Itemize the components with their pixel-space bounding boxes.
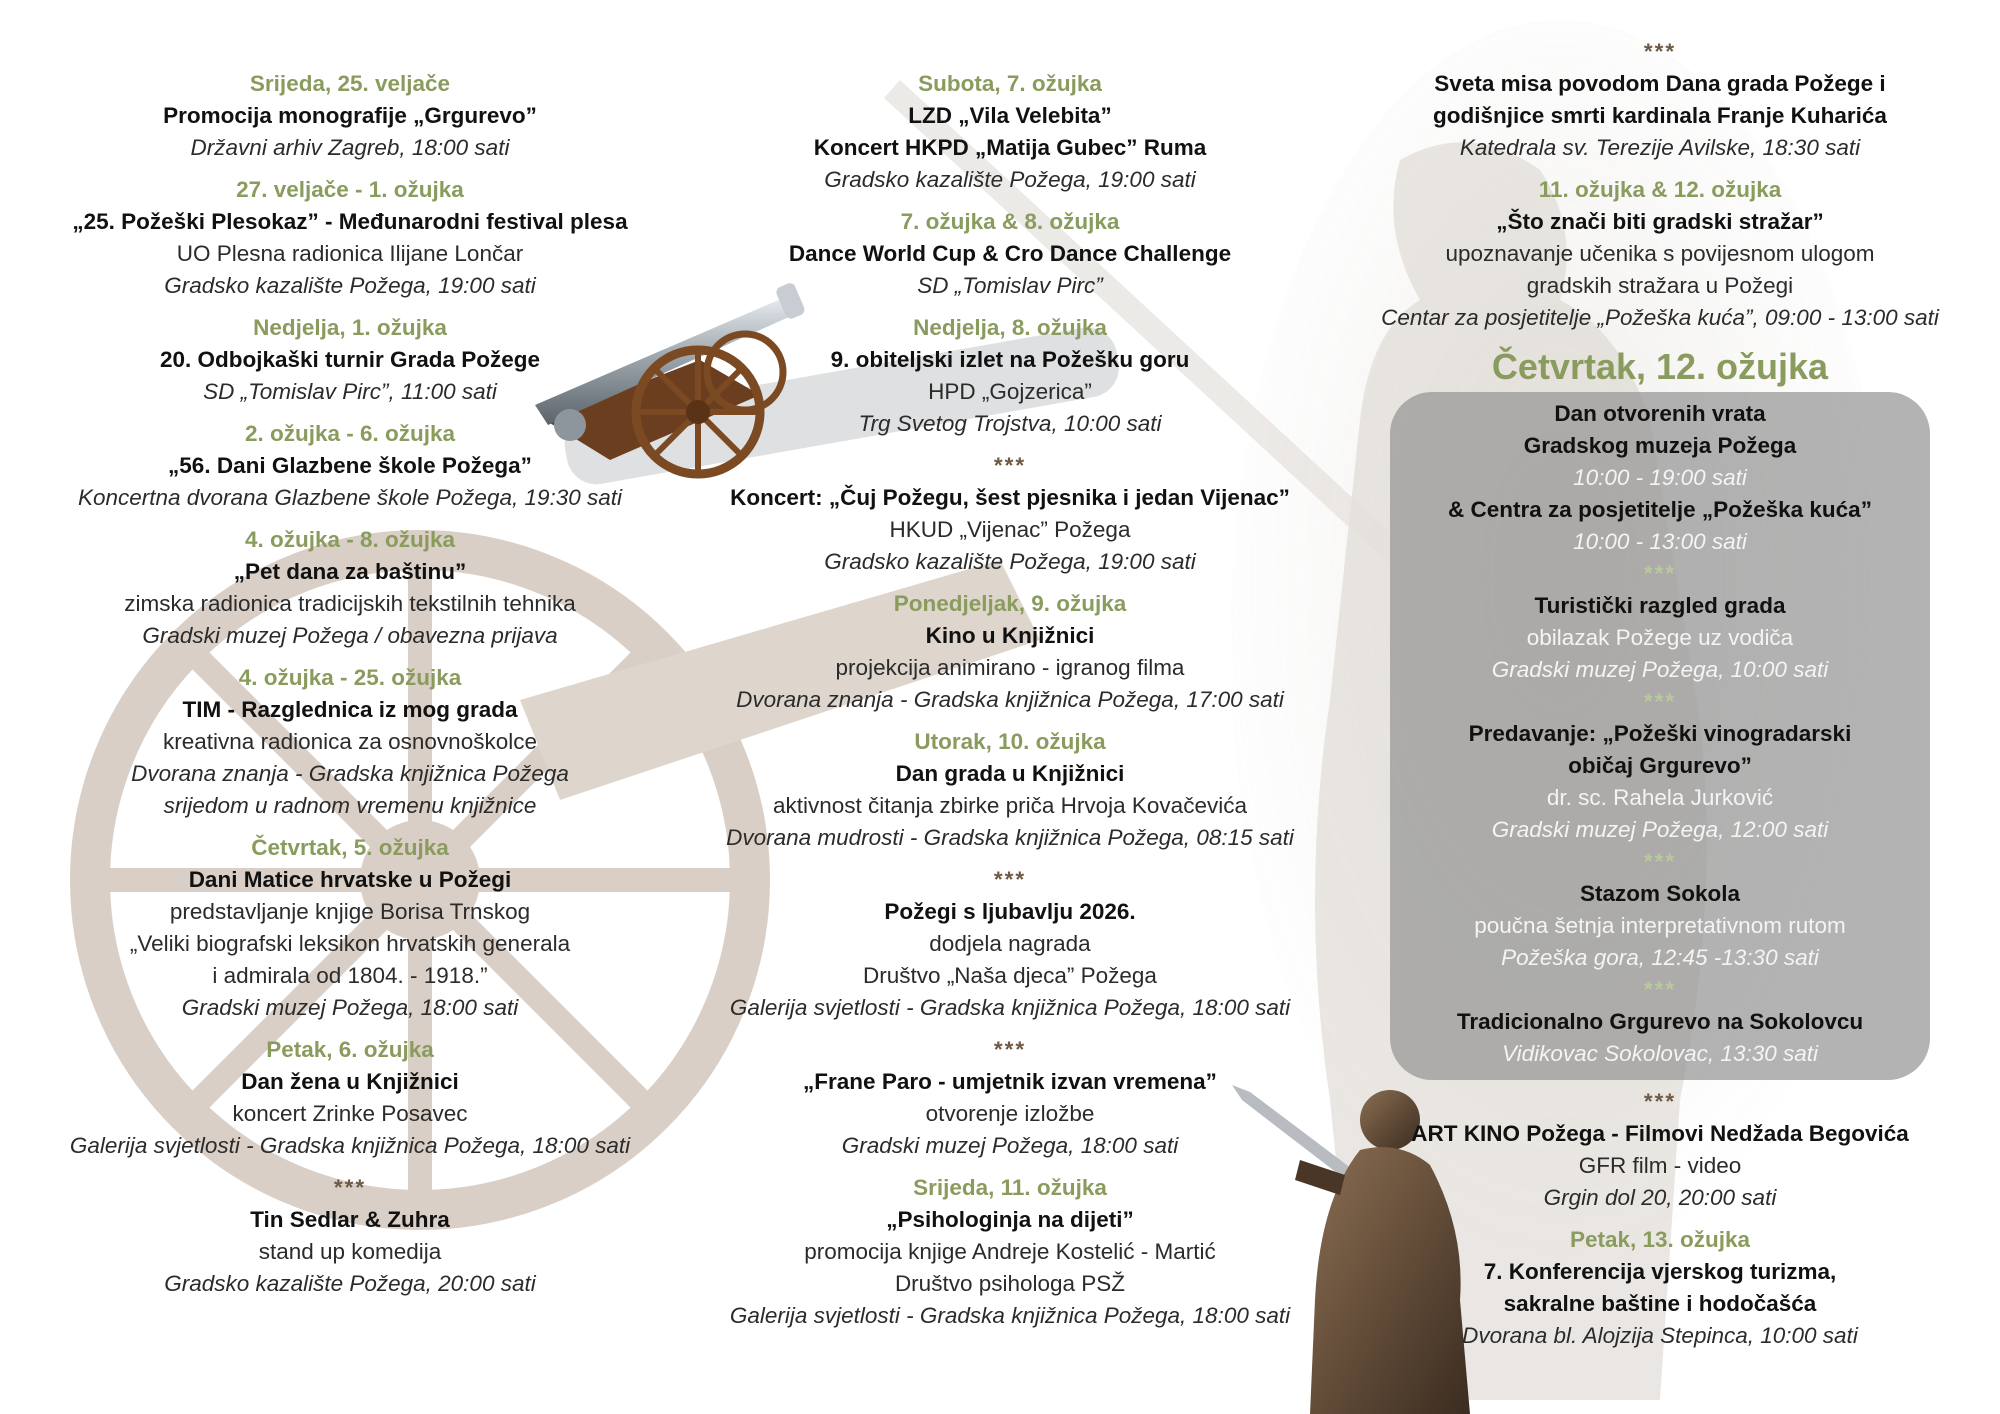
event-venue: Gradsko kazalište Požega, 20:00 sati [164, 1271, 536, 1296]
event-entry [30, 662, 670, 822]
event-title: Požegi s ljubavlju 2026. [884, 899, 1136, 924]
highlight-date: Četvrtak, 12. ožujka [1491, 346, 1829, 387]
event-venue: Gradsko kazalište Požega, 19:00 sati [824, 167, 1196, 192]
event-title: Gradskog muzeja Požega [1523, 433, 1797, 458]
event-venue: 10:00 - 19:00 sati [1573, 465, 1747, 490]
event-venue: Koncertna dvorana Glazbene škole Požega, 19:30 sati [77, 485, 623, 510]
event-description: stand up komedija [258, 1239, 442, 1264]
event-date: Petak, 13. ožujka [1569, 1227, 1751, 1252]
separator-stars: *** [333, 1175, 367, 1200]
event-title: 9. obiteljski izlet na Požešku goru [830, 347, 1190, 372]
event-description: obilazak Požege uz vodiča [1526, 625, 1794, 650]
event-venue: Centar za posjetitelje „Požeška kuća”, 09:00 - 13:00 sati [1381, 305, 1939, 330]
event-title: Predavanje: „Požeški vinogradarski [1468, 721, 1852, 746]
event-entry [1400, 846, 1920, 974]
event-description: poučna šetnja interpretativnom rutom [1474, 913, 1846, 938]
column-3-top-events [1360, 36, 1960, 334]
event-venue: Požeška gora, 12:45 -13:30 sati [1501, 945, 1819, 970]
event-entry [1400, 974, 1920, 1070]
event-title: Turistički razgled grada [1534, 593, 1786, 618]
event-title: Dan žena u Knjižnici [241, 1069, 459, 1094]
schedule-column-1 [30, 68, 670, 1310]
event-venue: Grgin dol 20, 20:00 sati [1543, 1185, 1777, 1210]
event-entry [690, 206, 1330, 302]
event-entry [30, 174, 670, 302]
event-description: gradskih stražara u Požegi [1526, 273, 1794, 298]
event-date: Četvrtak, 5. ožujka [251, 835, 449, 860]
event-description: projekcija animirano - igranog filma [835, 655, 1185, 680]
event-entry [690, 68, 1330, 196]
event-date: 4. ožujka - 25. ožujka [238, 665, 462, 690]
schedule-column-3 [1360, 36, 1960, 1362]
event-venue: Dvorana znanja - Gradska knjižnica Požega, 17:00 sati [736, 687, 1284, 712]
event-description: koncert Zrinke Posavec [232, 1101, 468, 1126]
event-date: Petak, 6. ožujka [266, 1037, 434, 1062]
event-venue: Dvorana mudrosti - Gradska knjižnica Požega, 08:15 sati [726, 825, 1294, 850]
event-title: Tradicionalno Grgurevo na Sokolovcu [1456, 1009, 1864, 1034]
event-title: „Psihologinja na dijeti” [886, 1207, 1134, 1232]
event-entry [30, 524, 670, 652]
event-description: GFR film - video [1578, 1153, 1742, 1178]
event-venue: SD „Tomislav Pirc” [917, 273, 1103, 298]
event-title: Koncert: „Čuj Požegu, šest pjesnika i jedan Vijenac” [730, 485, 1290, 510]
event-description: aktivnost čitanja zbirke priča Hrvoja Kovačevića [773, 793, 1247, 818]
highlight-events-box [1390, 392, 1930, 1080]
event-title: običaj Grgurevo” [1568, 753, 1752, 778]
event-entry [690, 864, 1330, 1024]
event-entry [30, 68, 670, 164]
event-title: TIM - Razglednica iz mog grada [182, 697, 518, 722]
event-venue: Galerija svjetlosti - Gradska knjižnica Požega, 18:00 sati [69, 1133, 631, 1158]
event-venue: Gradsko kazalište Požega, 19:00 sati [824, 549, 1196, 574]
event-description: kreativna radionica za osnovnoškolce [163, 729, 537, 754]
event-date: Srijeda, 11. ožujka [913, 1175, 1107, 1200]
event-entry [1360, 174, 1960, 334]
event-title: Koncert HKPD „Matija Gubec” Ruma [813, 135, 1207, 160]
schedule-column-2 [690, 68, 1330, 1342]
event-entry [1400, 558, 1920, 686]
separator-stars: *** [993, 453, 1027, 478]
event-description: „Veliki biografski leksikon hrvatskih generala [129, 931, 571, 956]
separator-stars: *** [1643, 689, 1677, 714]
event-entry [690, 1172, 1330, 1332]
event-entry [690, 450, 1330, 578]
event-venue: Gradski muzej Požega, 18:00 sati [181, 995, 519, 1020]
event-title: godišnjice smrti kardinala Franje Kuharića [1433, 103, 1887, 128]
event-description: promocija knjige Andreje Kostelić - Martić [804, 1239, 1216, 1264]
event-venue: Galerija svjetlosti - Gradska knjižnica Požega, 18:00 sati [729, 1303, 1291, 1328]
event-title: LZD „Vila Velebita” [908, 103, 1112, 128]
event-description: upoznavanje učenika s povijesnom ulogom [1445, 241, 1875, 266]
separator-stars: *** [993, 1037, 1027, 1062]
event-description: Društvo „Naša djeca” Požega [863, 963, 1157, 988]
event-title: Dance World Cup & Cro Dance Challenge [788, 241, 1232, 266]
event-title: Dan otvorenih vrata [1554, 401, 1766, 426]
event-venue: Državni arhiv Zagreb, 18:00 sati [190, 135, 510, 160]
event-date: Nedjelja, 1. ožujka [253, 315, 447, 340]
event-title: Tin Sedlar & Zuhra [250, 1207, 450, 1232]
event-title: ART KINO Požega - Filmovi Nedžada Begovića [1411, 1121, 1909, 1146]
event-date: 11. ožujka & 12. ožujka [1538, 177, 1782, 202]
event-title: Kino u Knjižnici [925, 623, 1095, 648]
event-title: „Pet dana za baštinu” [233, 559, 467, 584]
event-date: Ponedjeljak, 9. ožujka [893, 591, 1127, 616]
event-entry [1400, 494, 1920, 558]
event-date: Utorak, 10. ožujka [914, 729, 1106, 754]
event-entry [690, 588, 1330, 716]
event-title: & Centra za posjetitelje „Požeška kuća” [1448, 497, 1872, 522]
event-title: Stazom Sokola [1579, 881, 1741, 906]
event-venue: Gradsko kazalište Požega, 19:00 sati [164, 273, 536, 298]
event-entry [690, 312, 1330, 440]
column-3-bottom-events [1360, 1086, 1960, 1352]
event-description: dr. sc. Rahela Jurković [1546, 785, 1774, 810]
event-date: 7. ožujka & 8. ožujka [900, 209, 1120, 234]
event-entry [690, 726, 1330, 854]
event-venue: SD „Tomislav Pirc”, 11:00 sati [203, 379, 497, 404]
event-date: 2. ožujka - 6. ožujka [244, 421, 456, 446]
separator-stars: *** [993, 867, 1027, 892]
event-entry [1400, 398, 1920, 494]
event-entry [1360, 1086, 1960, 1214]
event-description: otvorenje izložbe [925, 1101, 1095, 1126]
event-date: 27. veljače - 1. ožujka [236, 177, 464, 202]
event-title: „Frane Paro - umjetnik izvan vremena” [803, 1069, 1217, 1094]
event-entry [30, 418, 670, 514]
event-title: Dan grada u Knjižnici [895, 761, 1125, 786]
event-title: „25. Požeški Plesokaz” - Međunarodni festival plesa [72, 209, 628, 234]
event-title: sakralne baštine i hodočašća [1503, 1291, 1817, 1316]
event-date: 4. ožujka - 8. ožujka [244, 527, 456, 552]
event-title: Promocija monografije „Grgurevo” [163, 103, 537, 128]
event-entry [690, 1034, 1330, 1162]
event-venue: Vidikovac Sokolovac, 13:30 sati [1501, 1041, 1819, 1066]
event-title: „Što znači biti gradski stražar” [1496, 209, 1824, 234]
event-description: i admirala od 1804. - 1918.” [212, 963, 488, 988]
event-title: Sveta misa povodom Dana grada Požege i [1434, 71, 1886, 96]
event-entry [1360, 1224, 1960, 1352]
separator-stars: *** [1643, 561, 1677, 586]
separator-stars: *** [1643, 849, 1677, 874]
event-title: „56. Dani Glazbene škole Požega” [168, 453, 532, 478]
separator-stars: *** [1643, 977, 1677, 1002]
event-venue: Katedrala sv. Terezije Avilske, 18:30 sati [1459, 135, 1861, 160]
event-title: Dani Matice hrvatske u Požegi [188, 867, 512, 892]
event-entry [30, 312, 670, 408]
event-description: Društvo psihologa PSŽ [894, 1271, 1126, 1296]
event-entry [30, 1172, 670, 1300]
separator-stars: *** [1643, 1089, 1677, 1114]
event-venue: Dvorana bl. Alojzija Stepinca, 10:00 sati [1462, 1323, 1858, 1348]
event-description: zimska radionica tradicijskih tekstilnih tehnika [124, 591, 576, 616]
event-description: UO Plesna radionica Ilijane Lončar [176, 241, 524, 266]
event-venue: Trg Svetog Trojstva, 10:00 sati [858, 411, 1162, 436]
event-venue: Galerija svjetlosti - Gradska knjižnica Požega, 18:00 sati [729, 995, 1291, 1020]
event-date: Nedjelja, 8. ožujka [913, 315, 1107, 340]
event-venue: srijedom u radnom vremenu knjižnice [163, 793, 537, 818]
event-date: Subota, 7. ožujka [918, 71, 1102, 96]
event-venue: Gradski muzej Požega, 10:00 sati [1491, 657, 1829, 682]
event-venue: 10:00 - 13:00 sati [1573, 529, 1747, 554]
event-entry [1400, 686, 1920, 846]
event-title: 20. Odbojkaški turnir Grada Požege [159, 347, 541, 372]
separator-stars: *** [1643, 39, 1677, 64]
event-description: HPD „Gojzerica” [928, 379, 1092, 404]
event-description: dodjela nagrada [929, 931, 1091, 956]
event-description: predstavljanje knjige Borisa Trnskog [169, 899, 531, 924]
event-venue: Dvorana znanja - Gradska knjižnica Požega [131, 761, 569, 786]
event-entry [30, 832, 670, 1024]
event-venue: Gradski muzej Požega, 12:00 sati [1491, 817, 1829, 842]
event-title: 7. Konferencija vjerskog turizma, [1483, 1259, 1837, 1284]
event-entry [1360, 36, 1960, 164]
event-entry [30, 1034, 670, 1162]
event-date: Srijeda, 25. veljače [249, 71, 451, 96]
event-venue: Gradski muzej Požega, 18:00 sati [841, 1133, 1179, 1158]
event-venue: Gradski muzej Požega / obavezna prijava [142, 623, 558, 648]
event-description: HKUD „Vijenac” Požega [889, 517, 1131, 542]
